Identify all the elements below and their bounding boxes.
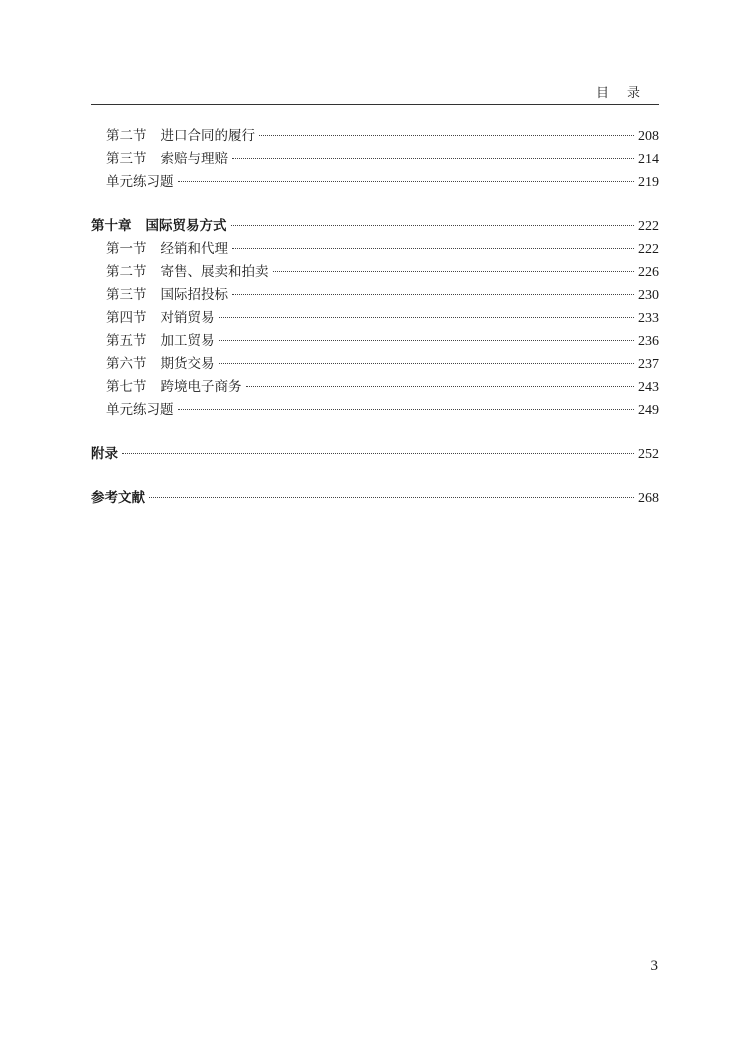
toc-entry[interactable]: [91, 148, 659, 171]
toc-chapter-page: 222: [638, 219, 659, 234]
toc-entry-number: 第三节: [106, 151, 147, 167]
toc-entry[interactable]: [91, 307, 659, 330]
toc-entry-title: 对销贸易: [160, 310, 215, 326]
toc-entry-number: 第四节: [106, 310, 147, 326]
toc-entry-title: 进口合同的履行: [160, 128, 255, 144]
toc-entry-number: 第五节: [106, 333, 147, 349]
toc-entry[interactable]: [91, 171, 659, 194]
dot-leader: [232, 294, 634, 295]
toc-entry-page: 236: [638, 334, 659, 349]
toc-entry-title: 寄售、展卖和拍卖: [160, 264, 269, 280]
table-of-contents: [91, 125, 659, 510]
toc-entry-number: 第一节: [106, 241, 147, 257]
toc-entry-page: 237: [638, 357, 659, 372]
toc-chapter-entry[interactable]: [91, 443, 659, 466]
dot-leader: [232, 158, 634, 159]
dot-leader: [219, 363, 635, 364]
dot-leader: [219, 340, 635, 341]
dot-leader: [231, 225, 635, 226]
toc-chapter-page: 252: [638, 447, 659, 462]
toc-entry-number: 第二节: [106, 128, 147, 144]
toc-entry-title: 加工贸易: [160, 333, 215, 349]
toc-entry-page: 222: [638, 242, 659, 257]
dot-leader: [259, 135, 634, 136]
toc-entry[interactable]: [91, 330, 659, 353]
toc-entry-page: 219: [638, 175, 659, 190]
toc-chapter-entry[interactable]: [91, 215, 659, 238]
toc-entry[interactable]: [91, 261, 659, 284]
toc-chapter-page: 268: [638, 491, 659, 506]
running-head-title: 目录: [595, 86, 658, 101]
toc-entry-title: 单元练习题: [106, 402, 174, 418]
dot-leader: [149, 497, 634, 498]
toc-entry[interactable]: [91, 353, 659, 376]
dot-leader: [178, 181, 635, 182]
toc-entry-title: 国际招投标: [160, 287, 228, 303]
toc-chapter-number: 第十章: [91, 218, 132, 234]
toc-entry-page: 243: [638, 380, 659, 395]
toc-entry[interactable]: [91, 284, 659, 307]
dot-leader: [219, 317, 635, 318]
toc-entry-title: 经销和代理: [160, 241, 228, 257]
toc-entry-number: 第七节: [106, 379, 147, 395]
header-rule: [91, 104, 659, 105]
toc-entry[interactable]: [91, 399, 659, 422]
toc-entry-number: 第三节: [106, 287, 147, 303]
toc-entry[interactable]: [91, 376, 659, 399]
toc-entry-title: 单元练习题: [106, 174, 174, 190]
dot-leader: [246, 386, 635, 387]
dot-leader: [178, 409, 635, 410]
toc-entry-page: 208: [638, 129, 659, 144]
toc-chapter-title: 参考文献: [91, 490, 145, 506]
toc-entry-number: 第六节: [106, 356, 147, 372]
toc-entry[interactable]: [91, 125, 659, 148]
toc-entry-page: 230: [638, 288, 659, 303]
toc-entry-title: 期货交易: [160, 356, 215, 372]
toc-entry-page: 226: [638, 265, 659, 280]
toc-chapter-title: 附录: [91, 446, 118, 462]
toc-entry-number: 第二节: [106, 264, 147, 280]
dot-leader: [232, 248, 634, 249]
page-number: 3: [650, 958, 658, 974]
dot-leader: [122, 453, 634, 454]
toc-chapter-title: 国际贸易方式: [145, 218, 227, 234]
toc-entry-page: 249: [638, 403, 659, 418]
toc-entry-page: 233: [638, 311, 659, 326]
toc-chapter-entry[interactable]: [91, 487, 659, 510]
dot-leader: [273, 271, 635, 272]
toc-entry-title: 跨境电子商务: [160, 379, 242, 395]
toc-entry[interactable]: [91, 238, 659, 261]
toc-entry-title: 索赔与理赔: [160, 151, 228, 167]
toc-entry-page: 214: [638, 152, 659, 167]
